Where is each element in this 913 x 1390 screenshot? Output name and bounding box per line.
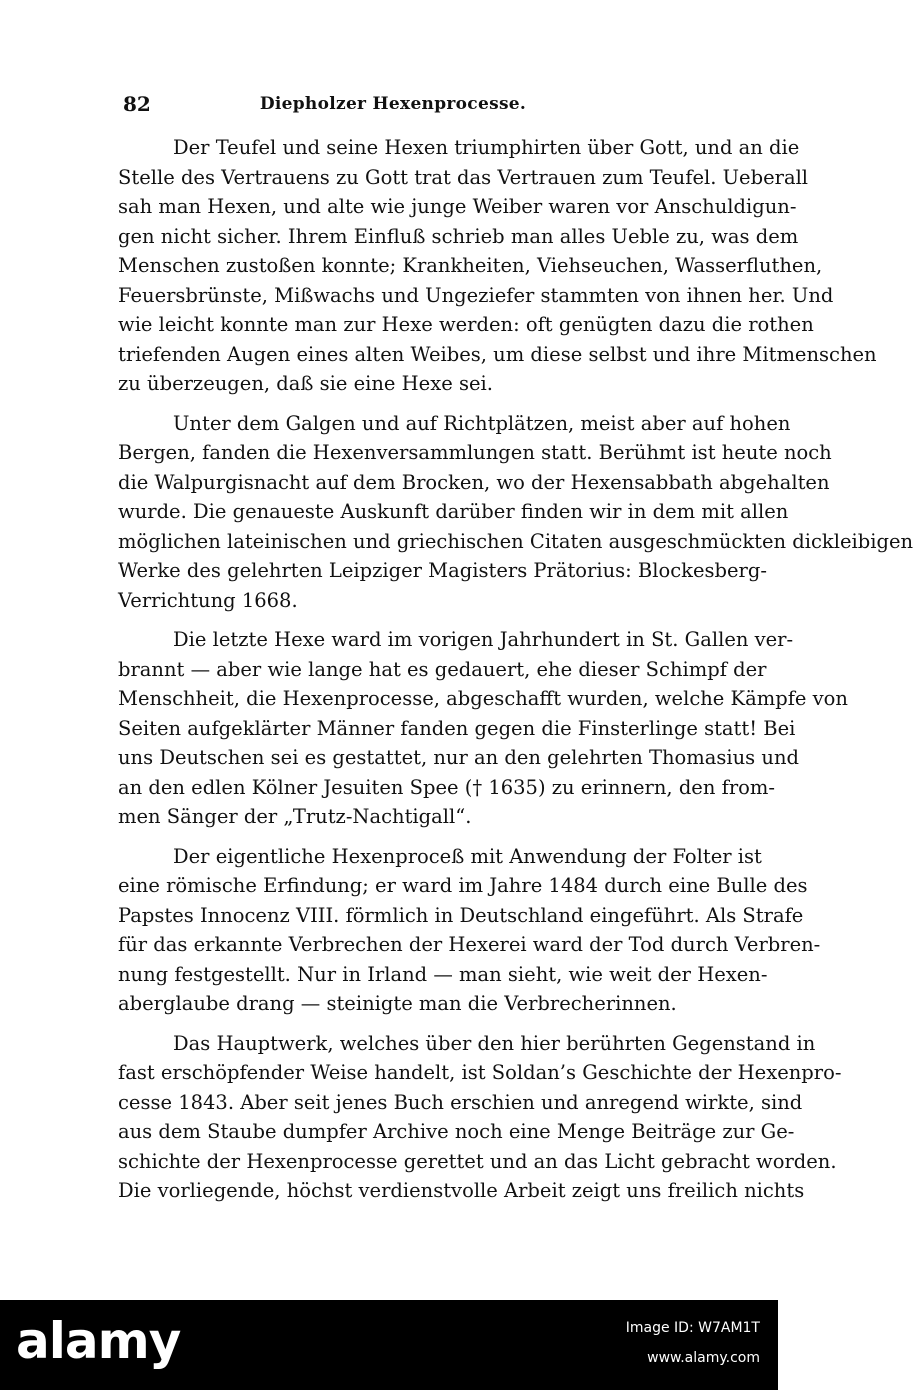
text-line: wie leicht konnte man zur Hexe werden: oft genügten dazu die rothen [118,313,814,336]
text-line: men Sänger der „Trutz-Nachtigall“. [118,805,472,828]
alamy-logo: alamy [16,1312,181,1370]
text-line: fast erschöpfender Weise handelt, ist Soldan’s Geschichte der Hexenpro- [118,1061,842,1084]
text-line: schichte der Hexenprocesse gerettet und an das Licht gebracht worden. [118,1149,837,1173]
text-line: Die vorliegende, höchst verdienstvolle Arbeit zeigt uns freilich nichts [118,1179,805,1202]
paragraph [118,409,913,616]
text-line: uns Deutschen sei es gestattet, nur an den gelehrten Thomasius und [118,746,799,769]
text-line: eine römische Erfindung; er ward im Jahre 1484 durch eine Bulle des [118,874,808,897]
running-title: Diepholzer Hexenprocesse. [259,94,527,114]
text-line: Der eigentliche Hexenproceß mit Anwendung der Folter ist [173,844,762,868]
text-line: Menschheit, die Hexenprocesse, abgeschafft wurden, welche Kämpfe von [118,687,848,710]
text-line: wurde. Die genaueste Auskunft darüber finden wir in dem mit allen [118,500,789,523]
text-line: sah man Hexen, und alte wie junge Weiber waren vor Anschuldigun- [118,195,797,218]
text-line: die Walpurgisnacht auf dem Brocken, wo der Hexensabbath abgehalten [118,470,830,494]
text-line: Seiten aufgeklärter Männer fanden gegen die Finsterlinge statt! Bei [118,716,796,740]
page-header [123,92,663,120]
body-text [118,133,913,1206]
watermark-band [0,1300,778,1390]
text-line: nung festgestellt. Nur in Irland — man sieht, wie weit der Hexen- [118,962,768,986]
text-line: Bergen, fanden die Hexenversammlungen statt. Berühmt ist heute noch [118,441,832,464]
text-line: Verrichtung 1668. [118,588,298,612]
text-line: Unter dem Galgen und auf Richtplätzen, meist aber auf hohen [173,411,791,435]
paragraph [118,1029,842,1206]
text-line: Der Teufel und seine Hexen triumphirten über Gott, und an die [173,136,800,159]
stock-url: www.alamy.com [647,1350,760,1366]
text-line: zu überzeugen, daß sie eine Hexe sei. [118,372,493,395]
text-line: Papstes Innocenz VIII. förmlich in Deutschland eingeführt. Als Strafe [118,903,804,927]
text-line: cesse 1843. Aber seit jenes Buch erschien und anregend wirkte, sind [118,1090,803,1114]
text-line: Menschen zustoßen konnte; Krankheiten, Viehseuchen, Wasserfluthen, [118,254,823,277]
page-number: 82 [123,92,151,116]
text-line: Werke des gelehrten Leipziger Magisters Prätorius: Blockesberg- [118,559,767,582]
text-line: Die letzte Hexe ward im vorigen Jahrhundert in St. Gallen ver- [173,628,794,651]
text-line: aberglaube drang — steinigte man die Verbrecherinnen. [118,992,677,1015]
paragraph [118,842,821,1019]
paragraph-spacer [118,832,730,842]
paragraph [118,625,848,832]
text-line: triefenden Augen eines alten Weibes, um diese selbst und ihre Mitmenschen [118,342,877,366]
text-line: aus dem Staube dumpfer Archive noch eine Menge Beiträge zur Ge- [118,1120,795,1143]
paragraph-spacer [118,1019,730,1029]
paragraph [118,133,877,399]
paragraph-spacer [118,399,730,409]
text-line: Das Hauptwerk, welches über den hier berührten Gegenstand in [173,1031,816,1055]
text-line: brannt — aber wie lange hat es gedauert, ehe dieser Schimpf der [118,657,767,681]
image-id: Image ID: W7AM1T [625,1320,760,1336]
paragraph-spacer [118,615,730,625]
text-line: Stelle des Vertrauens zu Gott trat das Vertrauen zum Teufel. Ueberall [118,165,809,189]
text-line: an den edlen Kölner Jesuiten Spee († 1635) zu erinnern, den from- [118,775,775,799]
text-line: Feuersbrünste, Mißwachs und Ungeziefer stammten von ihnen her. Und [118,283,834,307]
text-line: für das erkannte Verbrechen der Hexerei ward der Tod durch Verbren- [118,933,821,956]
text-line: gen nicht sicher. Ihrem Einfluß schrieb man alles Ueble zu, was dem [118,224,799,248]
text-line: möglichen lateinischen und griechischen Citaten ausgeschmückten dickleibigen [118,529,913,553]
